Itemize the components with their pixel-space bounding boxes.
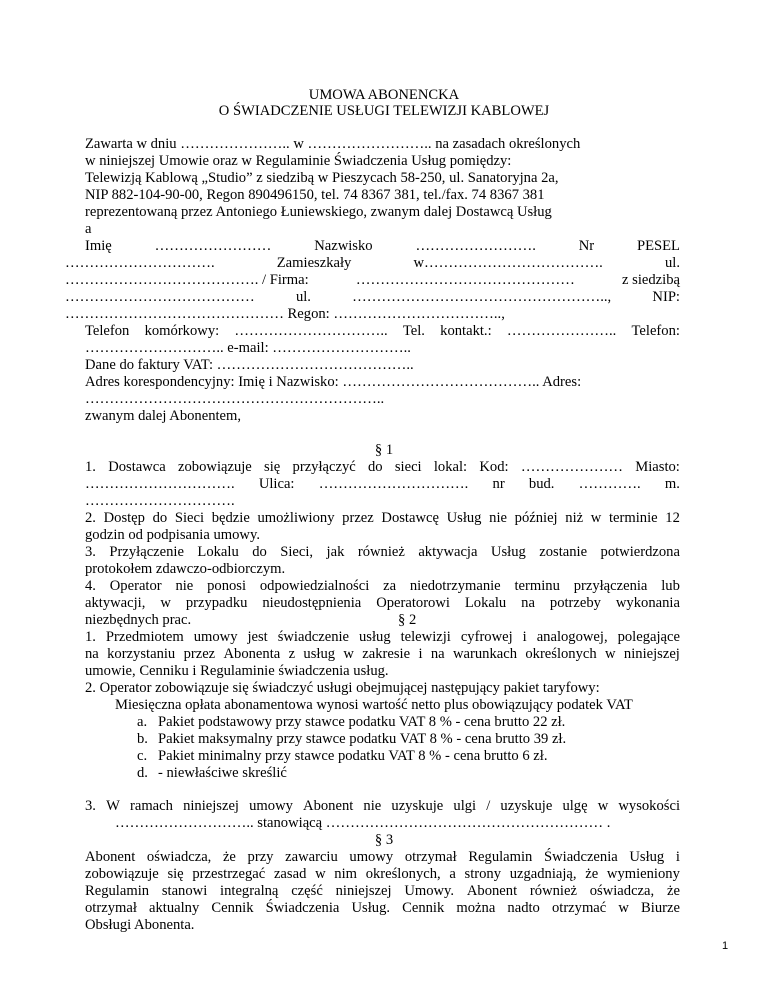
section-1-line [85,544,680,561]
text-span: że [666,883,680,899]
text-span: zobowiązuje [178,459,252,475]
text-span: lub [661,578,680,594]
field-label: bud. [528,476,555,492]
text-span: Przyłączenie [109,544,184,560]
field-text: Tel. [402,323,425,339]
text-span: świadczenie [277,629,350,645]
text-span: Usług [490,544,526,560]
text-span: i [418,646,423,662]
text-span: Usług [629,849,665,865]
text-span: przez [342,510,374,526]
subscriber-correspondence-row: Adres korespondencyjny: Imię i Nazwisko: ………………………………….. Adres: [85,374,582,390]
text-span: w [618,900,629,916]
text-span: polegające [617,629,680,645]
field-fill: …………………………. [85,476,235,492]
text-span: ponosi [207,578,247,594]
tariff-item-marker: a. [137,714,148,730]
text-span: integralną [220,883,279,899]
text-span: nie [175,578,194,594]
text-span: Abonenta [223,646,281,662]
section-2-line: 2. Operator zobowiązuje się świadczyć usługi obejmującej następujący pakiet taryfowy: [85,680,600,696]
field-text: Telefon [85,323,130,339]
tariff-item-marker: d. [137,765,148,781]
text-span: przyłączyć [292,459,356,475]
subscriber-address-row [65,255,680,272]
text-span: przyłączenia [573,578,648,594]
page-number: 1 [722,940,729,952]
section-3-heading: § 3 [374,832,394,848]
text-span: do [368,459,383,475]
field-fill: …………………………. [318,476,469,492]
text-span: 3. [85,798,96,814]
section-1-line: protokołem zdawczo-odbiorczym. [85,561,286,577]
text-span: ramach [129,798,173,814]
field-label: Ulica: [258,476,295,492]
text-span: oświadcza, [146,849,212,865]
text-span: umożliwiony [257,510,335,526]
subscriber-company-row [65,272,680,289]
text-span: telewizji [400,629,451,645]
text-span: Regulamin [85,883,150,899]
subscriber-closing: zwanym dalej Abonentem, [85,408,242,424]
text-span: Operator [109,578,162,594]
field-fill: …………………………………………….., [352,289,612,305]
tariff-item-marker: c. [137,748,148,764]
text-span: / [486,798,491,814]
text-span: niniejszej [335,883,392,899]
section-2-line [85,798,680,815]
text-span: zawarciu [285,849,338,865]
text-span: na [521,595,535,611]
text-span: terminu [514,578,560,594]
field-label: Nr [578,238,595,254]
text-span: aktualny [148,900,200,916]
section-2-line [85,646,680,663]
text-span: przypadku [185,595,248,611]
text-span: 1. [85,629,96,645]
section-3-line [85,883,680,900]
field-label: ul. [295,289,311,305]
text-span: stanowi [161,883,208,899]
text-span: później [514,510,558,526]
subscriber-regon-row: ……………………………………… Regon: …………………………….., [65,306,505,322]
intro-line: NIP 882-104-90-00, Regon 890496150, tel. 74 8367 381, tel./fax. 74 8367 381 [85,187,545,203]
text-span: usług [303,646,336,662]
text-span: Lokalu [197,544,239,560]
field-label: NIP: [652,289,680,305]
text-span: zostanie [539,544,588,560]
text-span: warunkach [452,646,517,662]
text-span: Usług [446,510,482,526]
subscriber-email-row: ……………………….. e-mail: ……………………….. [85,340,411,356]
text-span: wykonania [615,595,680,611]
text-span: otrzymał [404,849,457,865]
text-span: Cennik [211,900,254,916]
text-span: 1. [85,459,96,475]
text-span: Umowy. [404,883,455,899]
field-fill: …………. [578,476,641,492]
intro-line: w niniejszej Umowie oraz w Regulaminie Świadczenia Usług pomiędzy: [85,153,512,169]
text-span: 2. [85,510,96,526]
text-span: potrzeby [549,595,601,611]
subscriber-nip-row [65,289,680,306]
text-span: jest [247,629,268,645]
title-line-1: UMOWA ABONENCKA [308,87,460,103]
text-span: nie [489,510,507,526]
text-span: wysokości [618,798,680,814]
field-label: m. [664,476,680,492]
text-span: ulgę [562,798,588,814]
field-text: komórkowy: [144,323,220,339]
section-2-line [85,629,680,646]
text-span: Cennik [402,900,445,916]
text-span: przy [247,849,274,865]
field-label: ul. [665,255,680,271]
text-span: zakresie [362,646,411,662]
text-span: niniejszej [623,646,680,662]
text-span: cyfrowej [460,629,513,645]
text-span: również [529,883,577,899]
text-span: Regulamin [468,849,533,865]
text-span: oświadcza, [589,883,655,899]
text-span: i [522,629,527,645]
text-span: się [167,866,184,882]
text-span: Lokalu [464,595,507,611]
section-2-line: umowie, Cenniku i Regulaminie świadczenia usług. [85,663,389,679]
section-1-heading: § 1 [374,442,394,458]
field-fill: …………………………………. / Firma: [65,272,309,288]
text-span: Miasto: [635,459,680,475]
section-2-heading: § 2 [398,612,417,628]
text-span: ulgi [453,798,477,814]
section-2-line: ……………………….. stanowiącą ………………………………………………… . [115,815,611,831]
text-span: Abonent [466,883,518,899]
text-span: Sieci [174,510,205,526]
text-span: potwierdzona [600,544,680,560]
text-span: lokal: [433,459,468,475]
intro-line: reprezentowaną przez Antoniego Łuniewskiego, zwanym dalej Dostawcą Usług [85,204,552,220]
field-label: Zamieszkały [276,255,352,271]
section-1-line: niezbędnych prac. [85,612,192,628]
section-1-line [85,459,680,476]
text-span: niedotrzymanie [409,578,501,594]
field-label: PESEL [636,238,680,254]
text-span: przestrzegać [192,866,266,882]
text-span: niniejszej [183,798,239,814]
text-span: również [357,544,405,560]
text-span: otrzymać [551,900,607,916]
subscriber-phone-row [85,323,680,340]
field-fill: ……………………. [415,238,536,254]
field-fill: …………………… [154,238,272,254]
field-text: kontakt.: [440,323,492,339]
section-1-line [85,476,680,493]
text-span: terminie [608,510,658,526]
text-span: jak [326,544,345,560]
text-span: zasad [273,866,307,882]
section-1-line [85,578,680,595]
text-span: na [85,646,99,662]
text-span: Kod: [479,459,509,475]
text-span: zobowiązuje [85,866,159,882]
text-span: umowy [193,629,238,645]
tariff-item-marker: b. [137,731,148,747]
text-span: 12 [665,510,680,526]
text-span: w [605,646,616,662]
text-span: do [152,510,168,526]
field-text: ………………….. [506,323,617,339]
field-fill: w………………………………. [413,255,603,271]
text-span: Świadczenia [265,900,340,916]
text-span: określonych, [365,866,441,882]
text-span: uzyskuje [500,798,553,814]
text-span: analogowej, [536,629,608,645]
text-span: odpowiedzialności [259,578,370,594]
field-label: z siedzibą [622,272,680,288]
text-span: przez [183,646,216,662]
section-1-line [85,510,680,527]
text-span: otrzymał [85,900,137,916]
text-span: Dostawca [108,459,166,475]
tariff-item-text: - niewłaściwe skreślić [158,765,287,781]
field-label: Imię [85,238,112,254]
text-span: za [383,578,397,594]
text-span: w [160,595,171,611]
section-1-line: …………………………. [85,493,235,509]
section-2-line: Miesięczna opłata abonamentowa wynosi wartość netto plus obowiązujący podatek VAT [115,697,633,713]
text-span: z [288,646,296,662]
text-span: Przedmiotem [105,629,184,645]
text-span: aktywacji, [85,595,146,611]
text-span: niż [565,510,584,526]
section-3-line [85,866,680,883]
section-3-line [85,849,680,866]
field-fill: …………………………. [65,255,215,271]
text-span: aktywacja [418,544,478,560]
text-span: na [430,646,445,662]
text-span: Dostawcę [381,510,439,526]
intro-line: Zawarta w dniu ………………….. w …………………….. na zasadach określonych [85,136,581,152]
subscriber-name-row [85,238,680,255]
text-span: się [264,459,281,475]
text-span: strony [464,866,502,882]
text-span: 4. [85,578,96,594]
section-1-line [85,595,680,612]
text-span: Biurze [641,900,680,916]
text-span: Abonent [303,798,354,814]
text-span: uzyskuje [391,798,444,814]
subscriber-correspondence-fill: …………………………………………………….. [85,391,385,407]
text-span: Operatorowi [376,595,450,611]
field-text: Telefon: [631,323,680,339]
text-span: usług [359,629,391,645]
text-span: Abonent [85,849,136,865]
text-span: nadto [507,900,540,916]
text-span: nieudostępnienia [262,595,362,611]
text-span: nim [334,866,357,882]
text-span: uzgadniają, [509,866,577,882]
text-span: część [291,883,323,899]
text-span: W [106,798,120,814]
tariff-item-text: Pakiet podstawowy przy stawce podatku VAT 8 % - cena brutto 22 zł. [158,714,566,730]
section-3-line: Obsługi Abonenta. [85,917,195,933]
text-span: w [343,646,354,662]
text-span: umowy [349,849,394,865]
text-span: i [675,849,680,865]
text-span: że [222,849,236,865]
intro-line: a [85,221,92,237]
text-span: w [597,798,609,814]
field-label: Nazwisko [314,238,373,254]
text-span: że [585,866,599,882]
text-span: nie [363,798,382,814]
text-span: korzystaniu [107,646,176,662]
text-span: Usług. [351,900,391,916]
text-span: określonych [525,646,597,662]
text-span: Dostęp [103,510,145,526]
text-span: można [456,900,496,916]
text-span: w [315,866,326,882]
title-line-2: O ŚWIADCZENIE USŁUGI TELEWIZJI KABLOWEJ [218,103,550,119]
text-span: będzie [211,510,250,526]
text-span: w [590,510,602,526]
text-span: Świadczenia [543,849,618,865]
text-span: umowy [249,798,293,814]
section-3-line [85,900,680,917]
tariff-item-text: Pakiet maksymalny przy stawce podatku VAT 8 % - cena brutto 39 zł. [158,731,567,747]
intro-line: Telewizją Kablową „Studio” z siedzibą w Pieszycach 58-250, ul. Sanatoryjna 2a, [85,170,559,186]
field-label: nr [492,476,505,492]
section-1-line: godzin od podpisania umowy. [85,527,260,543]
text-span: 3. [85,544,96,560]
text-span: do [252,544,267,560]
field-text: ………………………….. [234,323,388,339]
text-span: Sieci, [280,544,314,560]
text-span: wymieniony [606,866,680,882]
tariff-item-text: Pakiet minimalny przy stawce podatku VAT 8 % - cena brutto 6 zł. [158,748,548,764]
text-span: sieci [394,459,422,475]
text-span: ………………… [520,459,623,475]
field-fill: ……………………………………… [355,272,575,288]
field-fill: ………………………………… [65,289,255,305]
subscriber-invoice-row: Dane do faktury VAT: ………………………………….. [85,357,414,373]
text-span: a [449,866,456,882]
